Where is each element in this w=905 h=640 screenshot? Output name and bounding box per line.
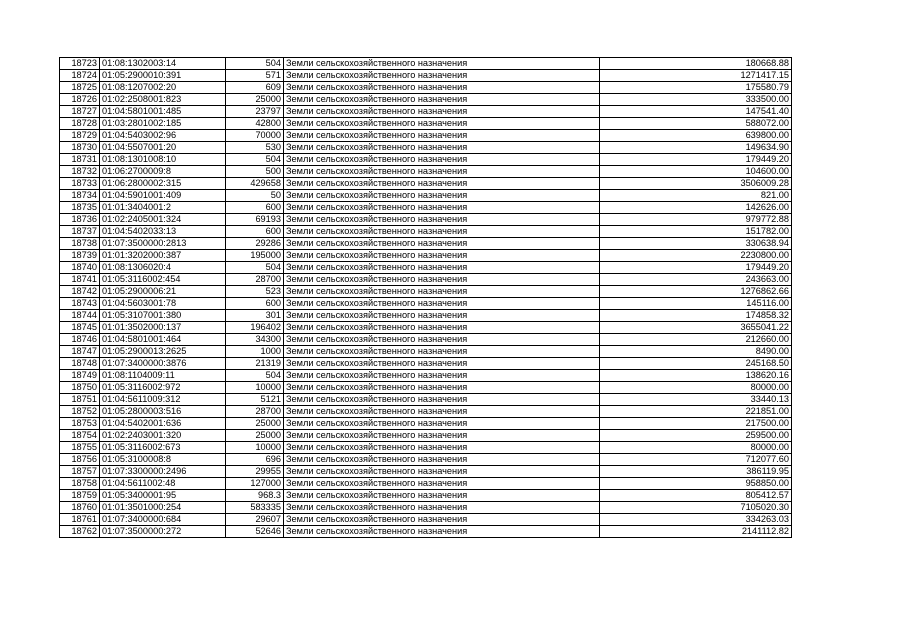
row-number: 18741 <box>60 274 100 286</box>
table-row <box>60 178 792 190</box>
cadastral-value: 212660.00 <box>600 334 792 346</box>
table-row <box>60 454 792 466</box>
land-category: Земли сельскохозяйственного назначения <box>284 382 600 394</box>
land-category: Земли сельскохозяйственного назначения <box>284 334 600 346</box>
table-row <box>60 190 792 202</box>
table-row <box>60 466 792 478</box>
area-value: 600 <box>226 202 284 214</box>
table-row <box>60 130 792 142</box>
land-category: Земли сельскохозяйственного назначения <box>284 166 600 178</box>
row-number: 18750 <box>60 382 100 394</box>
cadastral-value: 330638.94 <box>600 238 792 250</box>
area-value: 696 <box>226 454 284 466</box>
land-category: Земли сельскохозяйственного назначения <box>284 406 600 418</box>
row-number: 18747 <box>60 346 100 358</box>
table-row <box>60 430 792 442</box>
cadastral-number: 01:04:5402033:13 <box>100 226 226 238</box>
area-value: 968.3 <box>226 490 284 502</box>
land-category: Земли сельскохозяйственного назначения <box>284 250 600 262</box>
cadastral-number: 01:04:5507001:20 <box>100 142 226 154</box>
area-value: 42800 <box>226 118 284 130</box>
cadastral-number: 01:04:5603001:78 <box>100 298 226 310</box>
cadastral-value: 821.00 <box>600 190 792 202</box>
cadastral-number: 01:05:3100008:8 <box>100 454 226 466</box>
table-row <box>60 478 792 490</box>
table-row <box>60 82 792 94</box>
land-category: Земли сельскохозяйственного назначения <box>284 346 600 358</box>
row-number: 18754 <box>60 430 100 442</box>
area-value: 10000 <box>226 382 284 394</box>
land-category: Земли сельскохозяйственного назначения <box>284 82 600 94</box>
land-category: Земли сельскохозяйственного назначения <box>284 178 600 190</box>
area-value: 29286 <box>226 238 284 250</box>
cadastral-number: 01:01:3202000:387 <box>100 250 226 262</box>
cadastral-value: 175580.79 <box>600 82 792 94</box>
land-category: Земли сельскохозяйственного назначения <box>284 478 600 490</box>
area-value: 583335 <box>226 502 284 514</box>
area-value: 25000 <box>226 418 284 430</box>
row-number: 18739 <box>60 250 100 262</box>
cadastral-number: 01:07:3400000:684 <box>100 514 226 526</box>
land-category: Земли сельскохозяйственного назначения <box>284 58 600 70</box>
cadastral-value: 174858.32 <box>600 310 792 322</box>
row-number: 18757 <box>60 466 100 478</box>
area-value: 50 <box>226 190 284 202</box>
cadastral-number: 01:05:2900006:21 <box>100 286 226 298</box>
land-category: Земли сельскохозяйственного назначения <box>284 118 600 130</box>
cadastral-number: 01:04:5402001:636 <box>100 418 226 430</box>
cadastral-value: 221851.00 <box>600 406 792 418</box>
row-number: 18752 <box>60 406 100 418</box>
cadastral-value: 138620.16 <box>600 370 792 382</box>
cadastral-number: 01:02:2405001:324 <box>100 214 226 226</box>
cadastral-number: 01:05:2900013:2625 <box>100 346 226 358</box>
row-number: 18733 <box>60 178 100 190</box>
row-number: 18740 <box>60 262 100 274</box>
row-number: 18730 <box>60 142 100 154</box>
cadastral-value: 149634.90 <box>600 142 792 154</box>
area-value: 195000 <box>226 250 284 262</box>
row-number: 18746 <box>60 334 100 346</box>
cadastral-value: 2141112.82 <box>600 526 792 538</box>
table-row <box>60 154 792 166</box>
area-value: 29607 <box>226 514 284 526</box>
cadastral-value: 333500.00 <box>600 94 792 106</box>
cadastral-number: 01:08:1207002:20 <box>100 82 226 94</box>
land-category: Земли сельскохозяйственного назначения <box>284 130 600 142</box>
row-number: 18732 <box>60 166 100 178</box>
area-value: 34300 <box>226 334 284 346</box>
land-category: Земли сельскохозяйственного назначения <box>284 514 600 526</box>
cadastral-value: 245168.50 <box>600 358 792 370</box>
land-category: Земли сельскохозяйственного назначения <box>284 490 600 502</box>
area-value: 69193 <box>226 214 284 226</box>
area-value: 523 <box>226 286 284 298</box>
cadastral-number: 01:01:3404001:2 <box>100 202 226 214</box>
land-category: Земли сельскохозяйственного назначения <box>284 454 600 466</box>
cadastral-number: 01:06:2700009:8 <box>100 166 226 178</box>
cadastral-value: 1276862.66 <box>600 286 792 298</box>
area-value: 23797 <box>226 106 284 118</box>
cadastral-value: 151782.00 <box>600 226 792 238</box>
land-category: Земли сельскохозяйственного назначения <box>284 190 600 202</box>
cadastral-number: 01:08:1302003:14 <box>100 58 226 70</box>
cadastral-number: 01:08:1301008:10 <box>100 154 226 166</box>
land-category: Земли сельскохозяйственного назначения <box>284 322 600 334</box>
table-row <box>60 418 792 430</box>
table-row <box>60 322 792 334</box>
area-value: 127000 <box>226 478 284 490</box>
area-value: 10000 <box>226 442 284 454</box>
table-row <box>60 70 792 82</box>
area-value: 504 <box>226 58 284 70</box>
cadastral-number: 01:08:1306020:4 <box>100 262 226 274</box>
area-value: 5121 <box>226 394 284 406</box>
land-category: Земли сельскохозяйственного назначения <box>284 418 600 430</box>
cadastral-value: 2230800.00 <box>600 250 792 262</box>
area-value: 21319 <box>226 358 284 370</box>
table-row <box>60 238 792 250</box>
area-value: 600 <box>226 226 284 238</box>
cadastral-number: 01:07:3300000:2496 <box>100 466 226 478</box>
area-value: 196402 <box>226 322 284 334</box>
land-category: Земли сельскохозяйственного назначения <box>284 142 600 154</box>
land-category: Земли сельскохозяйственного назначения <box>284 298 600 310</box>
row-number: 18748 <box>60 358 100 370</box>
row-number: 18762 <box>60 526 100 538</box>
area-value: 609 <box>226 82 284 94</box>
area-value: 504 <box>226 154 284 166</box>
row-number: 18761 <box>60 514 100 526</box>
cadastral-number: 01:03:2801002:185 <box>100 118 226 130</box>
row-number: 18756 <box>60 454 100 466</box>
cadastral-number: 01:06:2800002:315 <box>100 178 226 190</box>
table-row <box>60 118 792 130</box>
area-value: 25000 <box>226 94 284 106</box>
area-value: 29955 <box>226 466 284 478</box>
row-number: 18753 <box>60 418 100 430</box>
table-row <box>60 310 792 322</box>
cadastral-value: 958850.00 <box>600 478 792 490</box>
cadastral-value: 8490.00 <box>600 346 792 358</box>
row-number: 18745 <box>60 322 100 334</box>
cadastral-value: 7105020.30 <box>600 502 792 514</box>
row-number: 18737 <box>60 226 100 238</box>
row-number: 18734 <box>60 190 100 202</box>
table-row <box>60 406 792 418</box>
land-category: Земли сельскохозяйственного назначения <box>284 430 600 442</box>
row-number: 18736 <box>60 214 100 226</box>
row-number: 18725 <box>60 82 100 94</box>
row-number: 18751 <box>60 394 100 406</box>
cadastral-value: 104600.00 <box>600 166 792 178</box>
land-category: Земли сельскохозяйственного назначения <box>284 214 600 226</box>
cadastral-value: 80000.00 <box>600 442 792 454</box>
cadastral-number: 01:02:2403001:320 <box>100 430 226 442</box>
area-value: 28700 <box>226 406 284 418</box>
cadastral-value: 33440.13 <box>600 394 792 406</box>
row-number: 18727 <box>60 106 100 118</box>
table-row <box>60 250 792 262</box>
cadastral-value: 142626.00 <box>600 202 792 214</box>
cadastral-number: 01:04:5403002:96 <box>100 130 226 142</box>
row-number: 18759 <box>60 490 100 502</box>
table-row <box>60 334 792 346</box>
area-value: 530 <box>226 142 284 154</box>
cadastral-number: 01:04:5611002:48 <box>100 478 226 490</box>
table-row <box>60 58 792 70</box>
area-value: 70000 <box>226 130 284 142</box>
row-number: 18744 <box>60 310 100 322</box>
cadastral-number: 01:08:1104009:11 <box>100 370 226 382</box>
table-row <box>60 214 792 226</box>
table-row <box>60 286 792 298</box>
cadastral-number: 01:05:2900010:391 <box>100 70 226 82</box>
table-row <box>60 346 792 358</box>
land-category: Земли сельскохозяйственного назначения <box>284 502 600 514</box>
cadastral-value: 147541.40 <box>600 106 792 118</box>
row-number: 18731 <box>60 154 100 166</box>
row-number: 18755 <box>60 442 100 454</box>
table-row <box>60 262 792 274</box>
table-row <box>60 514 792 526</box>
row-number: 18728 <box>60 118 100 130</box>
area-value: 25000 <box>226 430 284 442</box>
cadastral-value: 1271417.15 <box>600 70 792 82</box>
land-category: Земли сельскохозяйственного назначения <box>284 466 600 478</box>
row-number: 18729 <box>60 130 100 142</box>
land-category: Земли сельскохозяйственного назначения <box>284 442 600 454</box>
cadastral-number: 01:04:5801001:485 <box>100 106 226 118</box>
table-row <box>60 166 792 178</box>
row-number: 18735 <box>60 202 100 214</box>
row-number: 18724 <box>60 70 100 82</box>
cadastral-number: 01:01:3501000:254 <box>100 502 226 514</box>
area-value: 1000 <box>226 346 284 358</box>
cadastral-value: 386119.95 <box>600 466 792 478</box>
land-category: Земли сельскохозяйственного назначения <box>284 106 600 118</box>
land-category: Земли сельскохозяйственного назначения <box>284 286 600 298</box>
area-value: 28700 <box>226 274 284 286</box>
cadastral-number: 01:07:3500000:2813 <box>100 238 226 250</box>
table-row <box>60 106 792 118</box>
cadastral-number: 01:01:3502000:137 <box>100 322 226 334</box>
land-category: Земли сельскохозяйственного назначения <box>284 358 600 370</box>
table-row <box>60 442 792 454</box>
cadastral-value: 179449.20 <box>600 262 792 274</box>
area-value: 500 <box>226 166 284 178</box>
cadastral-number: 01:05:3400001:95 <box>100 490 226 502</box>
row-number: 18742 <box>60 286 100 298</box>
table-row <box>60 526 792 538</box>
table-row <box>60 298 792 310</box>
cadastral-number: 01:05:3116002:673 <box>100 442 226 454</box>
land-registry-table <box>59 57 792 538</box>
land-category: Земли сельскохозяйственного назначения <box>284 154 600 166</box>
cadastral-number: 01:04:5901001:409 <box>100 190 226 202</box>
cadastral-value: 145116.00 <box>600 298 792 310</box>
cadastral-number: 01:04:5801001:464 <box>100 334 226 346</box>
row-number: 18726 <box>60 94 100 106</box>
land-category: Земли сельскохозяйственного назначения <box>284 394 600 406</box>
table-row <box>60 94 792 106</box>
cadastral-value: 243663.00 <box>600 274 792 286</box>
land-category: Земли сельскохозяйственного назначения <box>284 526 600 538</box>
table-row <box>60 142 792 154</box>
table-row <box>60 202 792 214</box>
cadastral-number: 01:05:3116002:972 <box>100 382 226 394</box>
table-row <box>60 274 792 286</box>
land-category: Земли сельскохозяйственного назначения <box>284 94 600 106</box>
cadastral-value: 3506009.28 <box>600 178 792 190</box>
cadastral-number: 01:04:5611009:312 <box>100 394 226 406</box>
cadastral-value: 334263.03 <box>600 514 792 526</box>
cadastral-value: 3655041.22 <box>600 322 792 334</box>
area-value: 429658 <box>226 178 284 190</box>
area-value: 301 <box>226 310 284 322</box>
land-category: Земли сельскохозяйственного назначения <box>284 202 600 214</box>
area-value: 52646 <box>226 526 284 538</box>
land-category: Земли сельскохозяйственного назначения <box>284 310 600 322</box>
land-category: Земли сельскохозяйственного назначения <box>284 262 600 274</box>
area-value: 571 <box>226 70 284 82</box>
row-number: 18760 <box>60 502 100 514</box>
cadastral-value: 180668.88 <box>600 58 792 70</box>
table-row <box>60 394 792 406</box>
cadastral-value: 80000.00 <box>600 382 792 394</box>
cadastral-value: 588072.00 <box>600 118 792 130</box>
cadastral-value: 979772.88 <box>600 214 792 226</box>
land-category: Земли сельскохозяйственного назначения <box>284 370 600 382</box>
table-row <box>60 370 792 382</box>
land-category: Земли сельскохозяйственного назначения <box>284 274 600 286</box>
cadastral-value: 259500.00 <box>600 430 792 442</box>
table-row <box>60 502 792 514</box>
cadastral-value: 179449.20 <box>600 154 792 166</box>
cadastral-number: 01:05:3116002:454 <box>100 274 226 286</box>
cadastral-number: 01:07:3400000:3876 <box>100 358 226 370</box>
land-category: Земли сельскохозяйственного назначения <box>284 70 600 82</box>
cadastral-value: 639800.00 <box>600 130 792 142</box>
row-number: 18758 <box>60 478 100 490</box>
cadastral-number: 01:07:3500000:272 <box>100 526 226 538</box>
land-category: Земли сельскохозяйственного назначения <box>284 238 600 250</box>
cadastral-number: 01:02:2508001:823 <box>100 94 226 106</box>
row-number: 18723 <box>60 58 100 70</box>
row-number: 18749 <box>60 370 100 382</box>
cadastral-number: 01:05:3107001:380 <box>100 310 226 322</box>
cadastral-value: 805412.57 <box>600 490 792 502</box>
table-row <box>60 490 792 502</box>
cadastral-value: 712077.60 <box>600 454 792 466</box>
table-row <box>60 382 792 394</box>
table-row <box>60 226 792 238</box>
row-number: 18743 <box>60 298 100 310</box>
land-category: Земли сельскохозяйственного назначения <box>284 226 600 238</box>
area-value: 600 <box>226 298 284 310</box>
table-row <box>60 358 792 370</box>
area-value: 504 <box>226 262 284 274</box>
area-value: 504 <box>226 370 284 382</box>
table-body <box>60 58 792 538</box>
cadastral-value: 217500.00 <box>600 418 792 430</box>
row-number: 18738 <box>60 238 100 250</box>
cadastral-number: 01:05:2800003:516 <box>100 406 226 418</box>
